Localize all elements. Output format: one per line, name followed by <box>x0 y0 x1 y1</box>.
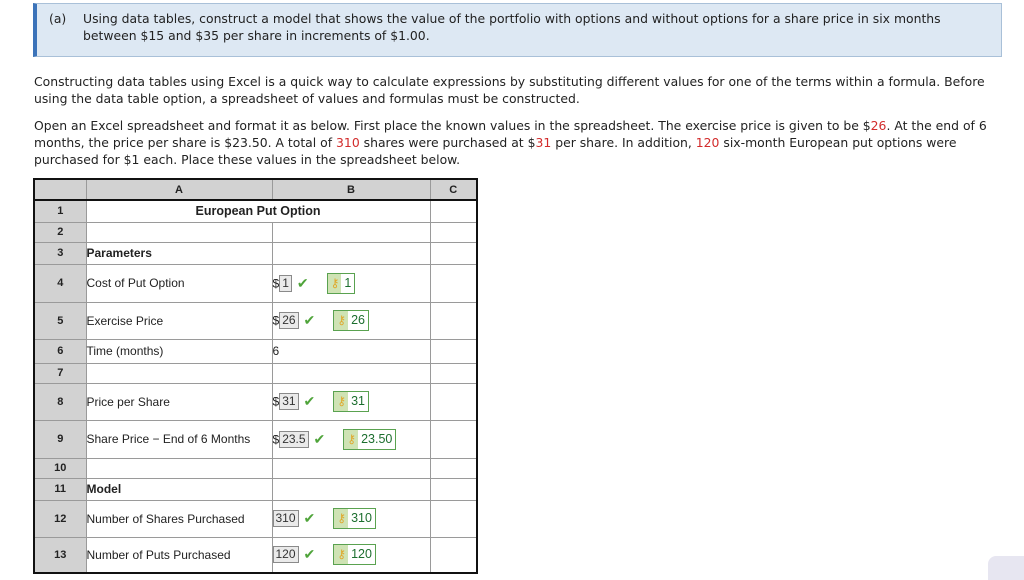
question-label: (a) <box>49 11 67 26</box>
num-puts-input[interactable]: 120 <box>273 546 299 563</box>
share-price-6m-cell <box>272 420 430 458</box>
exercise-price-answer <box>333 310 369 331</box>
num-puts-answer <box>333 544 376 565</box>
key-icon: ⚷ <box>334 509 348 528</box>
time-months-value: 6 <box>272 339 430 363</box>
cell-c8 <box>430 383 477 420</box>
check-icon: ✔ <box>296 274 309 291</box>
currency-symbol: $ <box>272 432 280 446</box>
cell-c4 <box>430 264 477 302</box>
row-header-11: 11 <box>34 478 86 500</box>
instr-exercise-value: 26 <box>870 118 887 133</box>
cell-b11 <box>272 478 430 500</box>
row-header-2: 2 <box>34 222 86 242</box>
cell-b10 <box>272 458 430 478</box>
sheet-row <box>34 339 477 363</box>
row-header-10: 10 <box>34 458 86 478</box>
sheet-row <box>34 458 477 478</box>
exercise-price-label: Exercise Price <box>86 302 272 339</box>
sheet-row <box>34 363 477 383</box>
parameters-heading: Parameters <box>86 242 272 264</box>
num-shares-label: Number of Shares Purchased <box>86 500 272 537</box>
question-text: Using data tables, construct a model that shows the value of the portfolio with options and without options for a share price in six months between $15 and $35 per share in increments of $1.00. <box>83 11 941 43</box>
exercise-price-cell <box>272 302 430 339</box>
price-per-share-input[interactable]: 31 <box>279 393 298 410</box>
question-box <box>33 3 1002 57</box>
row-header-4: 4 <box>34 264 86 302</box>
cell-c7 <box>430 363 477 383</box>
time-months-label: Time (months) <box>86 339 272 363</box>
instr-part-3: shares were purchased at $ <box>359 135 536 150</box>
share-price-6m-label: Share Price − End of 6 Months <box>86 420 272 458</box>
cell-b3 <box>272 242 430 264</box>
sheet-row <box>34 500 477 537</box>
currency-symbol: $ <box>272 313 280 328</box>
price-per-share-cell <box>272 383 430 420</box>
instr-price-value: 31 <box>535 135 552 150</box>
sheet-row <box>34 478 477 500</box>
exercise-price-input[interactable]: 26 <box>279 312 298 329</box>
key-icon: ⚷ <box>334 545 348 564</box>
cell-a10 <box>86 458 272 478</box>
column-header-a: A <box>86 179 272 200</box>
price-per-share-answer <box>333 391 369 412</box>
check-icon: ✔ <box>313 430 326 447</box>
instr-part-1: Open an Excel spreadsheet and format it as below. First place the known values in the spreadsheet. The exercise price is given to be $ <box>34 118 871 133</box>
sheet-row <box>34 537 477 573</box>
cell-c10 <box>430 458 477 478</box>
row-header-9: 9 <box>34 420 86 458</box>
share-price-6m-answer <box>343 429 396 450</box>
sheet-row <box>34 264 477 302</box>
spreadsheet <box>33 178 478 574</box>
instr-part-5: six-month European put options were purchased for $1 each. Place these values in the spreadsheet below. <box>34 135 957 167</box>
currency-symbol: $ <box>272 394 280 409</box>
sheet-row <box>34 200 477 222</box>
cell-c6 <box>430 339 477 363</box>
cell-b7 <box>272 363 430 383</box>
exercise-price-answer-value: 26 <box>351 313 365 327</box>
cell-c1 <box>430 200 477 222</box>
model-heading: Model <box>86 478 272 500</box>
cost-put-answer-value: 1 <box>344 275 352 290</box>
cell-b2 <box>272 222 430 242</box>
sheet-title: European Put Option <box>86 200 430 222</box>
row-header-5: 5 <box>34 302 86 339</box>
num-shares-input[interactable]: 310 <box>273 510 299 527</box>
cell-a2 <box>86 222 272 242</box>
num-puts-cell <box>272 537 430 573</box>
cost-put-answer <box>327 273 356 294</box>
instr-puts-value: 120 <box>695 135 720 150</box>
cell-c12 <box>430 500 477 537</box>
check-icon: ✔ <box>303 546 316 563</box>
check-icon: ✔ <box>303 312 316 328</box>
row-header-6: 6 <box>34 339 86 363</box>
key-icon: ⚷ <box>334 392 348 411</box>
cost-put-input[interactable]: 1 <box>279 275 292 292</box>
cost-put-cell <box>272 264 430 302</box>
cost-put-label: Cost of Put Option <box>86 264 272 302</box>
check-icon: ✔ <box>303 393 316 409</box>
num-shares-answer-value: 310 <box>351 511 372 525</box>
column-header-c: C <box>430 179 477 200</box>
row-header-12: 12 <box>34 500 86 537</box>
sheet-row <box>34 242 477 264</box>
intro-paragraph: Constructing data tables using Excel is a quick way to calculate expressions by substituting different values for one of the terms within a formula. Before using the data table option, a spreadsheet of values and formulas must be constructed. <box>34 74 985 106</box>
sheet-row <box>34 420 477 458</box>
row-header-8: 8 <box>34 383 86 420</box>
key-icon: ⚷ <box>334 311 348 330</box>
column-header-b: B <box>272 179 430 200</box>
num-puts-label: Number of Puts Purchased <box>86 537 272 573</box>
corner-tab[interactable] <box>988 556 1024 580</box>
cell-c2 <box>430 222 477 242</box>
currency-symbol: $ <box>272 276 280 290</box>
cell-c3 <box>430 242 477 264</box>
row-header-3: 3 <box>34 242 86 264</box>
cell-c13 <box>430 537 477 573</box>
share-price-6m-answer-value: 23.50 <box>361 431 393 446</box>
num-shares-answer <box>333 508 376 529</box>
sheet-row <box>34 383 477 420</box>
num-shares-cell <box>272 500 430 537</box>
instructions-paragraph <box>34 117 1009 168</box>
row-header-7: 7 <box>34 363 86 383</box>
price-per-share-answer-value: 31 <box>351 394 365 408</box>
sheet-row <box>34 302 477 339</box>
row-header-1: 1 <box>34 200 86 222</box>
cell-c9 <box>430 420 477 458</box>
price-per-share-label: Price per Share <box>86 383 272 420</box>
share-price-6m-input[interactable]: 23.5 <box>279 431 308 448</box>
instr-part-4: per share. In addition, <box>551 135 696 150</box>
corner-cell <box>34 179 86 200</box>
instr-shares-value: 310 <box>336 135 360 150</box>
cell-c5 <box>430 302 477 339</box>
key-icon: ⚷ <box>328 274 342 293</box>
cell-c11 <box>430 478 477 500</box>
instr-part-2: . At the end of 6 months, the price per share is $23.50. A total of <box>34 118 987 150</box>
row-header-13: 13 <box>34 537 86 573</box>
sheet-row <box>34 222 477 242</box>
cell-a7 <box>86 363 272 383</box>
num-puts-answer-value: 120 <box>351 547 372 562</box>
column-header-row <box>34 179 477 200</box>
check-icon: ✔ <box>303 510 316 526</box>
key-icon: ⚷ <box>344 430 358 449</box>
